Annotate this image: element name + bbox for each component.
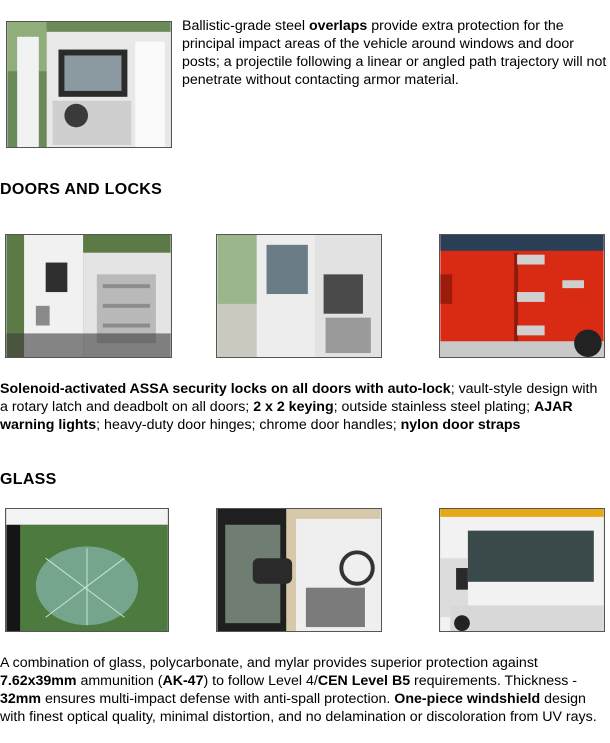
photo-shot-window bbox=[5, 508, 169, 632]
glass-text-run: design with finest optical quality, minimal distortion, and no delamination or discoloration from UV rays. bbox=[0, 691, 597, 725]
doors-text-run: nylon door straps bbox=[400, 417, 521, 433]
glass-text-run: 32mm bbox=[0, 691, 42, 707]
doors-text-run: ; vault-style design with a rotary latch and deadbolt on all doors; bbox=[0, 381, 598, 415]
photo-side-mirror-window bbox=[216, 508, 382, 632]
doors-text-run: ; heavy-duty door hinges; chrome door handles; bbox=[96, 417, 401, 433]
intro-text-run: provide extra protection for the principal impact areas of the vehicle around windows and door posts; a projectile following a linear or angled path trajectory will not penetrate without contacting armor material. bbox=[182, 18, 607, 88]
intro-text-run: overlaps bbox=[308, 18, 368, 34]
photo-red-door-hinges bbox=[439, 234, 605, 358]
photo-rear-door-interior bbox=[5, 234, 172, 358]
photo-van-door-overlap bbox=[6, 21, 172, 148]
doors-text-run: 2 x 2 keying bbox=[253, 399, 334, 415]
doors-text-run: Solenoid-activated ASSA security locks on all doors with auto-lock bbox=[0, 381, 451, 397]
doors-and-locks-heading: DOORS AND LOCKS bbox=[0, 181, 163, 198]
glass-text-run: ammunition ( bbox=[76, 673, 163, 689]
glass-text-run: requirements. Thickness - bbox=[410, 673, 577, 689]
doors-and-locks-description bbox=[0, 380, 608, 434]
doors-text-run: AJAR warning lights bbox=[0, 399, 573, 433]
doors-text-run: ; outside stainless steel plating; bbox=[333, 399, 534, 415]
glass-text-run: One-piece windshield bbox=[394, 691, 541, 707]
glass-text-run: CEN Level B5 bbox=[317, 673, 411, 689]
glass-text-run: ) to follow Level 4/ bbox=[203, 673, 318, 689]
photo-cab-door-open bbox=[216, 234, 382, 358]
intro-text-run: Ballistic-grade steel bbox=[182, 18, 309, 34]
glass-text-run: AK-47 bbox=[162, 673, 204, 689]
glass-heading: GLASS bbox=[0, 471, 57, 488]
overlaps-description bbox=[182, 17, 610, 89]
glass-text-run: 7.62x39mm bbox=[0, 673, 77, 689]
glass-text-run: A combination of glass, polycarbonate, and mylar provides superior protection against bbox=[0, 655, 538, 671]
photo-windshield-front bbox=[439, 508, 605, 632]
glass-description bbox=[0, 654, 608, 726]
glass-text-run: ensures multi-impact defense with anti-spall protection. bbox=[41, 691, 395, 707]
